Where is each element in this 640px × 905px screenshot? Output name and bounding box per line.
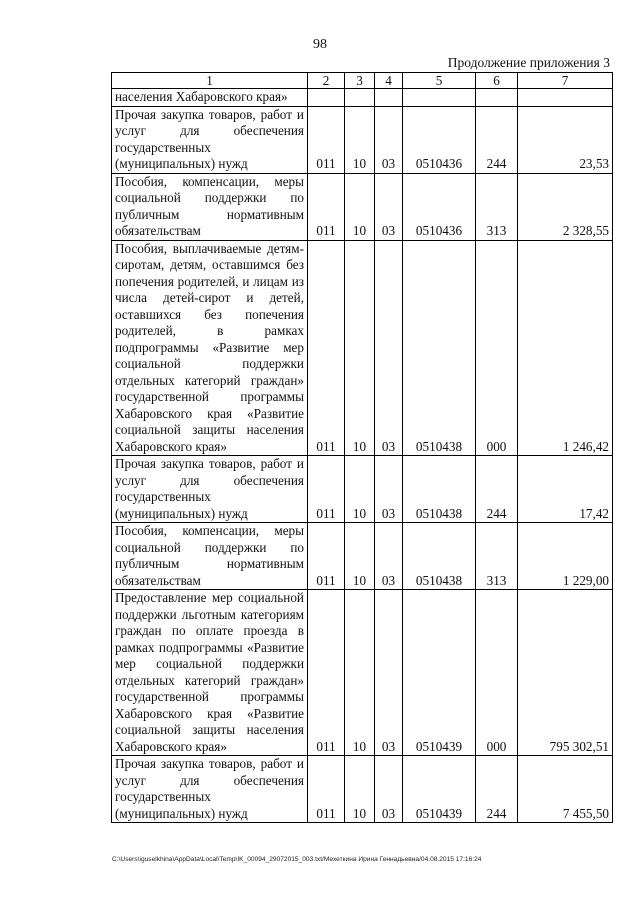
cell-expense-type: 000 [476,240,518,456]
cell-target-article: 0510439 [403,756,476,823]
cell-admin-code [308,89,345,107]
row-description: Пособия, компенсации, меры социальной поддержки по публичным нормативным обязательствам [112,523,308,590]
cell-target-article: 0510436 [403,106,476,173]
column-header: 2 [308,73,345,89]
cell-expense-type: 244 [476,106,518,173]
cell-expense-type: 000 [476,590,518,756]
column-header: 6 [476,73,518,89]
cell-amount: 2 328,55 [518,173,613,240]
cell-admin-code: 011 [308,240,345,456]
cell-target-article: 0510436 [403,173,476,240]
cell-expense-type: 313 [476,523,518,590]
cell-subsection: 03 [375,523,403,590]
table-row [112,89,613,107]
cell-section: 10 [345,590,375,756]
cell-target-article: 0510438 [403,523,476,590]
cell-admin-code: 011 [308,523,345,590]
row-description: Прочая закупка товаров, работ и услуг для обеспечения государственных (муниципальных) нужд [112,756,308,823]
table-row [112,523,613,590]
row-description: Предоставление мер социальной поддержки льготным категориям граждан по оплате проезда в рамках подпрограммы «Развитие мер социальной поддержки отдельных категорий граждан» государственной программы Хабаровского края «Развитие социальной защиты населения Хабаровского края» [112,590,308,756]
table-row [112,240,613,456]
cell-admin-code: 011 [308,756,345,823]
cell-section: 10 [345,523,375,590]
cell-section [345,89,375,107]
column-header: 7 [518,73,613,89]
cell-admin-code: 011 [308,456,345,523]
table-header-row [112,73,613,89]
cell-amount: 17,42 [518,456,613,523]
cell-section: 10 [345,456,375,523]
cell-section: 10 [345,106,375,173]
row-description: населения Хабаровского края» [112,89,308,107]
cell-target-article [403,89,476,107]
table-row [112,456,613,523]
row-description: Пособия, выплачиваемые детям-сиротам, детям, оставшимся без попечения родителей, и лицам из числа детей-сирот и детей, оставшихся без попечения родителей, в рамках подпрограммы «Развитие мер социальной поддержки отдельных категорий граждан» государственной программы Хабаровского края «Развитие социальной защиты населения Хабаровского края» [112,240,308,456]
footer-file-path: C:\Users\iguselkhina\AppData\Local\Temp\IK_00094_29072015_003.txt/Мехеткина Ирина Геннадьевна/04.08.2015 17:16:24 [112,856,482,863]
cell-subsection: 03 [375,240,403,456]
page-number: 98 [313,37,327,52]
cell-amount: 1 229,00 [518,523,613,590]
cell-expense-type: 313 [476,173,518,240]
cell-target-article: 0510438 [403,456,476,523]
cell-amount [518,89,613,107]
cell-amount: 795 302,51 [518,590,613,756]
column-header: 3 [345,73,375,89]
row-description: Пособия, компенсации, меры социальной поддержки по публичным нормативным обязательствам [112,173,308,240]
cell-subsection [375,89,403,107]
table-row [112,756,613,823]
cell-expense-type: 244 [476,456,518,523]
cell-subsection: 03 [375,456,403,523]
row-description: Прочая закупка товаров, работ и услуг для обеспечения государственных (муниципальных) нужд [112,456,308,523]
cell-admin-code: 011 [308,590,345,756]
cell-target-article: 0510438 [403,240,476,456]
cell-section: 10 [345,756,375,823]
cell-amount: 7 455,50 [518,756,613,823]
table-row [112,590,613,756]
cell-subsection: 03 [375,106,403,173]
cell-expense-type [476,89,518,107]
continuation-label: Продолжение приложения 3 [447,55,610,70]
budget-table [111,72,613,823]
column-header: 4 [375,73,403,89]
cell-admin-code: 011 [308,106,345,173]
column-header: 5 [403,73,476,89]
cell-target-article: 0510439 [403,590,476,756]
table-row [112,173,613,240]
cell-expense-type: 244 [476,756,518,823]
table-row [112,106,613,173]
cell-subsection: 03 [375,756,403,823]
cell-amount: 23,53 [518,106,613,173]
cell-subsection: 03 [375,173,403,240]
column-header: 1 [112,73,308,89]
cell-admin-code: 011 [308,173,345,240]
cell-section: 10 [345,173,375,240]
cell-amount: 1 246,42 [518,240,613,456]
cell-section: 10 [345,240,375,456]
cell-subsection: 03 [375,590,403,756]
row-description: Прочая закупка товаров, работ и услуг для обеспечения государственных (муниципальных) нужд [112,106,308,173]
